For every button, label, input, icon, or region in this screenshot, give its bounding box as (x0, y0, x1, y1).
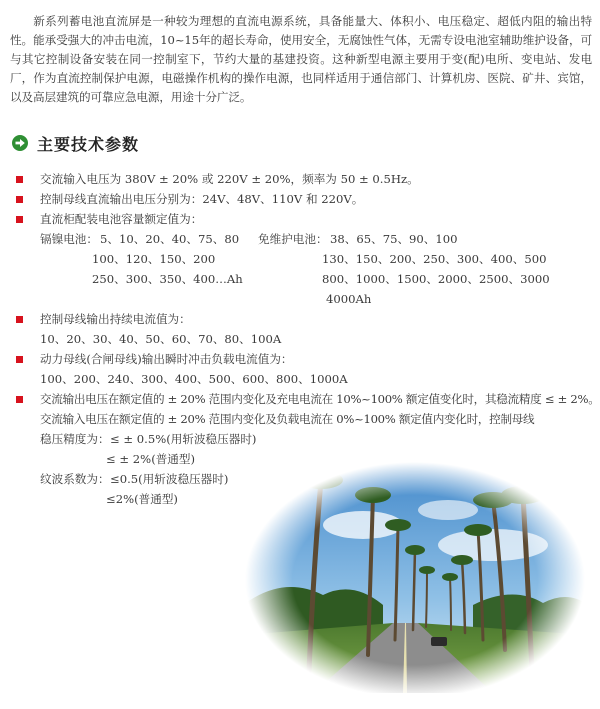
spec-continuous-current-title: 控制母线输出持续电流值为： (40, 312, 191, 326)
mf-values-2: 130、150、200、250、300、400、500 (322, 252, 547, 266)
mf-values-1: 38、65、75、90、100 (330, 232, 458, 246)
ripple-value-1: ≤0.5(用斩波稳压器时) (110, 472, 229, 486)
bullet-marker (16, 396, 23, 403)
spec-ac-input: 交流输入电压为 380V ± 20% 或 220V ± 20%，频率为 50 ± 0.5Hz。 (40, 172, 419, 186)
nicd-values-1: 5、10、20、40、75、80 (100, 232, 240, 246)
palm-road-photo (243, 455, 588, 693)
spec-battery-capacity-title: 直流柜配装电池容量额定值为： (40, 212, 203, 226)
mf-values-4: 4000Ah (326, 292, 372, 306)
spec-regulation-line-1: 交流输出电压在额定值的 ± 20% 范围内变化及充电电流在 10%~100% 额定值变化时，其稳流精度 ≤ ± 2%。 (40, 392, 600, 406)
intro-paragraph: 新系列蓄电池直流屏是一种较为理想的直流电源系统，具备能量大、体积小、电压稳定、超低内阻的输出特性。能承受强大的冲击电流，10~15年的超长寿命，使用安全，无腐蚀性气体，无需专设电池室辅助维护设备，可与其它控制设备安装在同一控制室下，节约大量的基建投资。这种新型电源主要用于变(配)电所、变电站、发电厂，作为直流控制保护电源，电磁操作机构的操作电源，也同样适用于通信部门、计算机房、医院、矿井、宾馆，以及高层建筑的可靠应急电源，用途十分广泛。 (10, 14, 592, 104)
bullet-marker (16, 356, 23, 363)
voltage-precision-value-2: ≤ ± 2%(普通型) (106, 452, 196, 466)
spec-impulse-title: 动力母线(合闸母线)输出瞬时冲击负载电流值为： (40, 352, 293, 366)
spec-impulse-values: 100、200、240、300、400、500、600、800、1000A (40, 372, 348, 386)
spec-continuous-current-values: 10、20、30、40、50、60、70、80、100A (40, 332, 282, 346)
spec-regulation-line-2: 交流输入电压在额定值的 ± 20% 范围内变化及负载电流在 0%~100% 额定值内变化时，控制母线 (40, 412, 535, 426)
bullet-marker (16, 316, 23, 323)
ripple-label: 纹波系数为： (40, 472, 110, 486)
mf-label: 免维护电池： (258, 232, 328, 246)
voltage-precision-label: 稳压精度为： (40, 432, 110, 446)
bullet-marker (16, 196, 23, 203)
green-arrow-circle-icon (12, 135, 28, 151)
ripple-value-2: ≤2%(普通型) (106, 492, 178, 506)
nicd-values-3: 250、300、350、400…Ah (92, 272, 243, 286)
nicd-values-2: 100、120、150、200 (92, 252, 216, 266)
section-title: 主要技术参数 (37, 134, 140, 154)
voltage-precision-value-1: ≤ ± 0.5%(用斩波稳压器时) (110, 432, 257, 446)
section-heading (12, 132, 139, 154)
bullet-marker (16, 216, 23, 223)
bullet-marker (16, 176, 23, 183)
spec-control-bus-voltage: 控制母线直流输出电压分别为：24V、48V、110V 和 220V。 (40, 192, 364, 206)
nicd-label: 镉镍电池： (40, 232, 98, 246)
mf-values-3: 800、1000、1500、2000、2500、3000 (322, 272, 550, 286)
